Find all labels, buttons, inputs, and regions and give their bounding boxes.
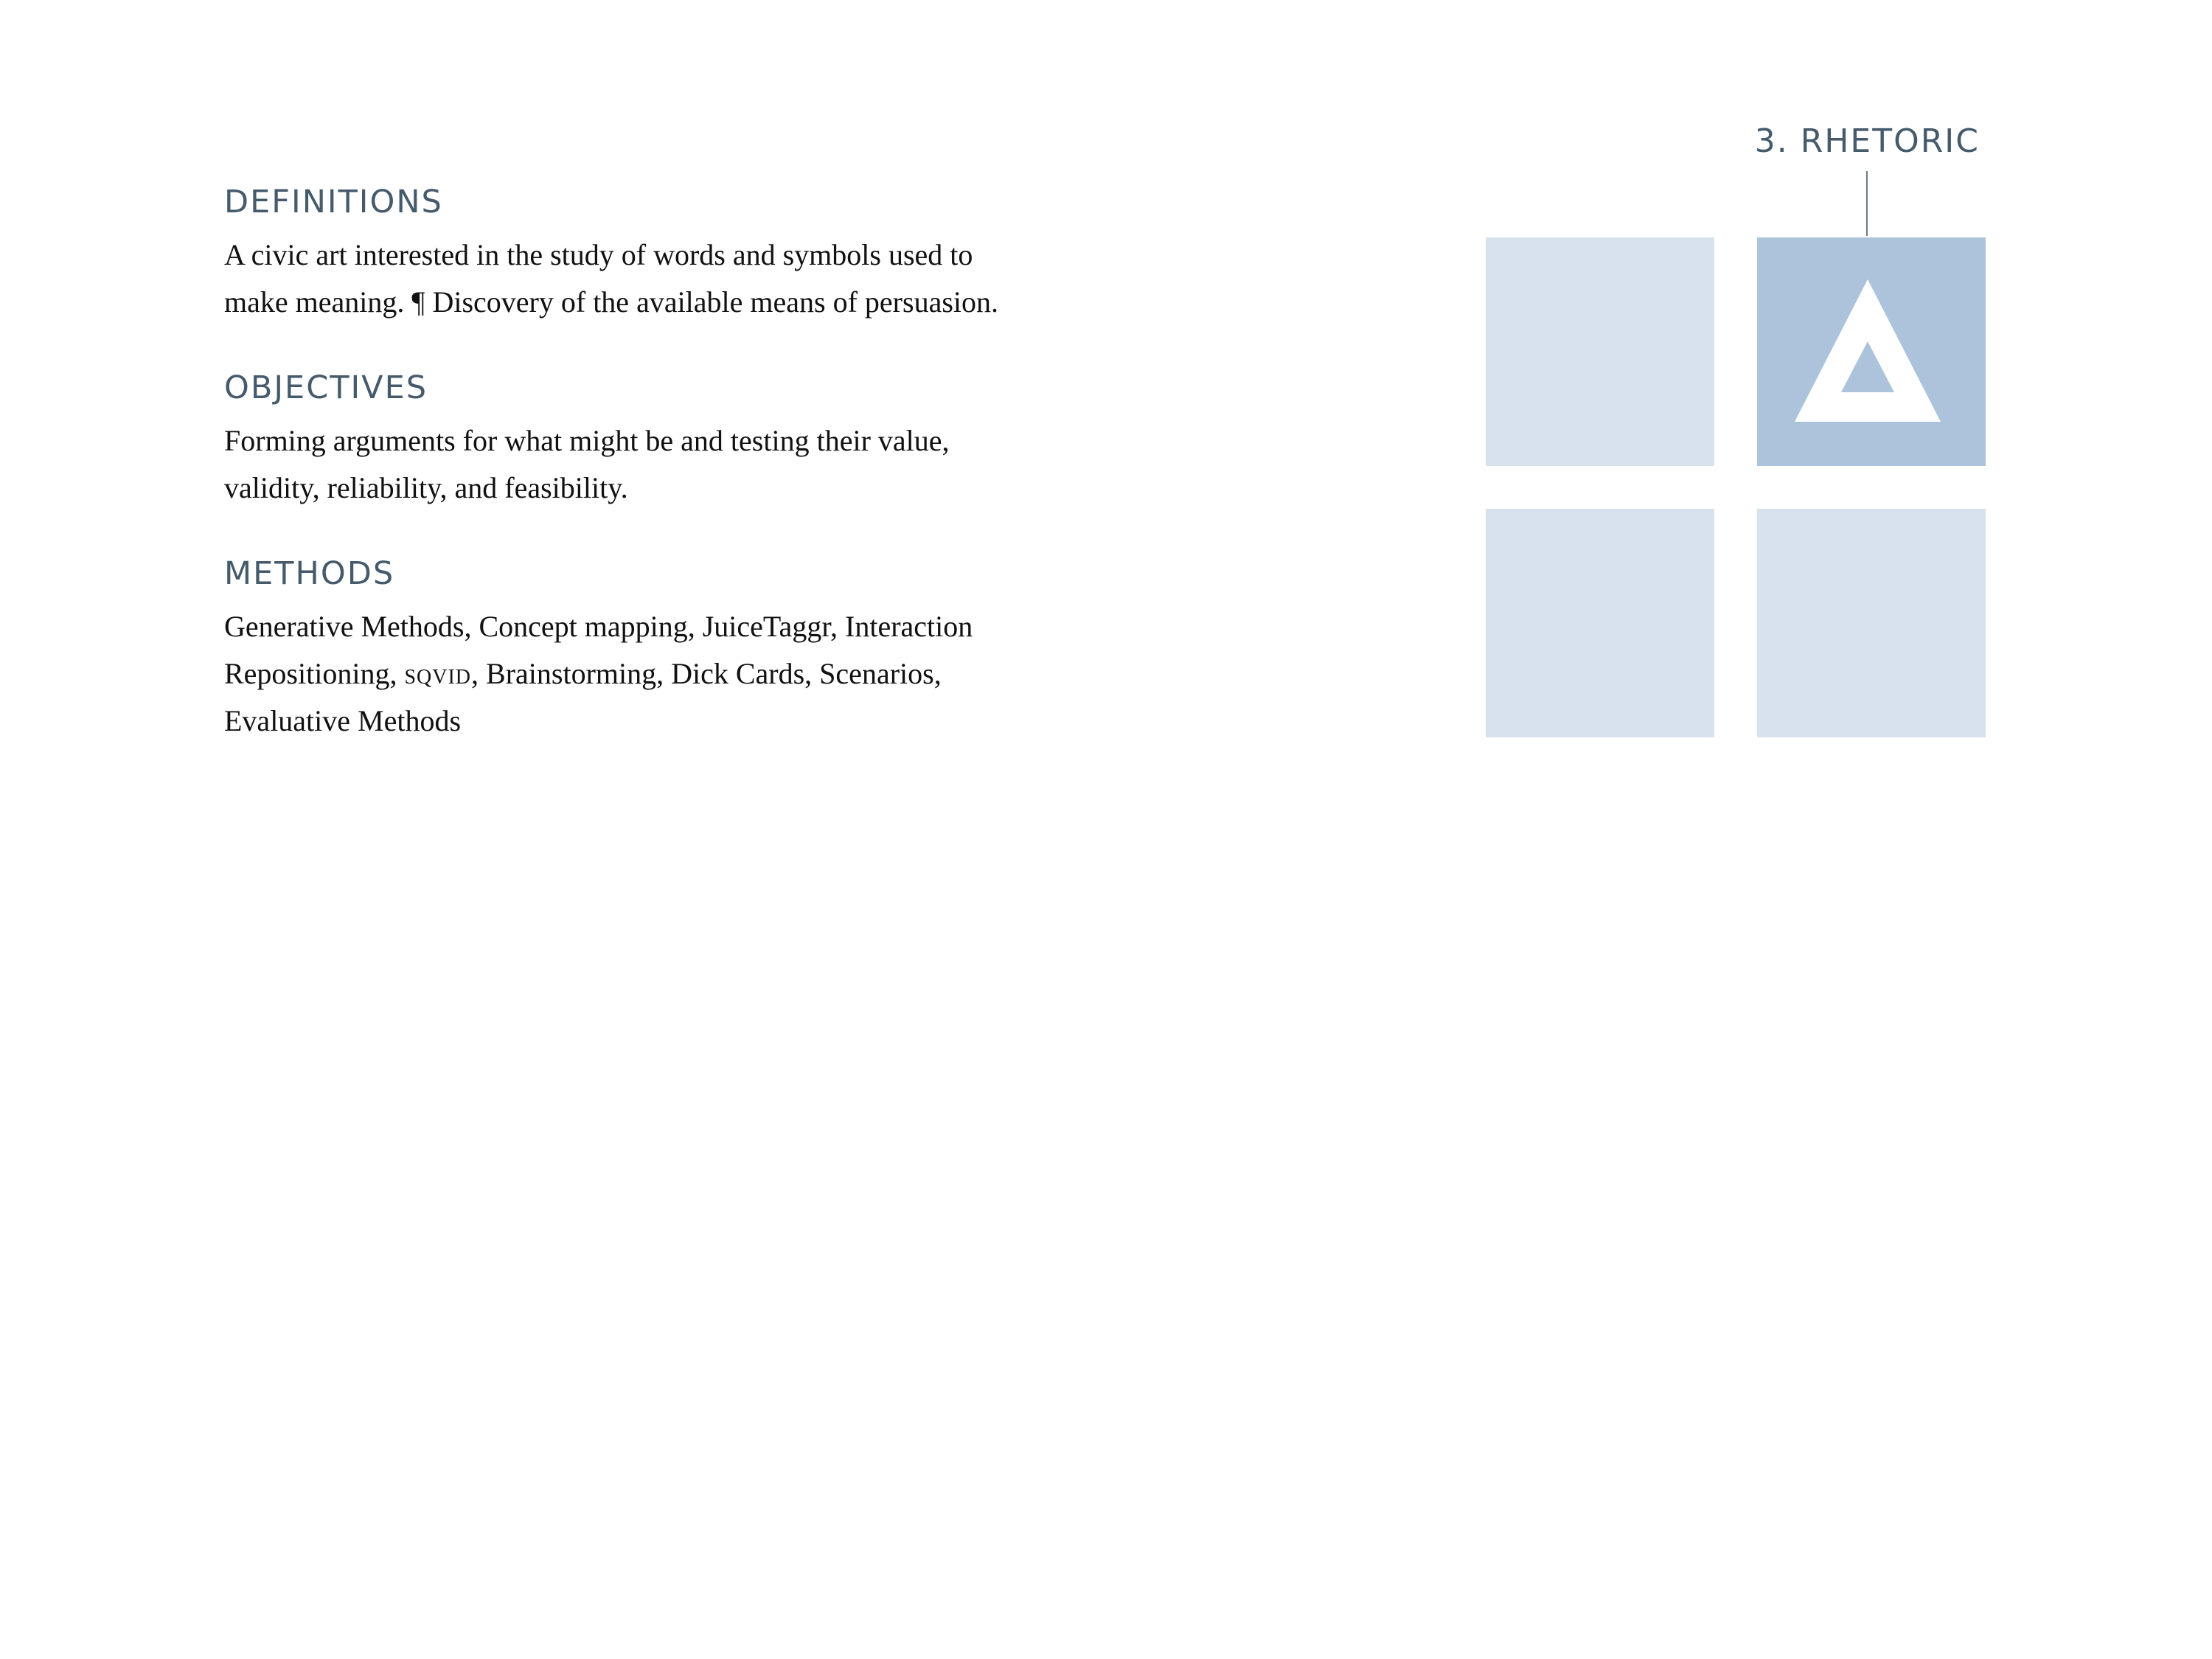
definitions-heading: DEFINITIONS: [224, 184, 443, 220]
methods-sqvid: sqvid: [404, 657, 472, 690]
objectives-line: Forming arguments for what might be and testing their value,: [224, 424, 950, 457]
tile-top-right: [1757, 237, 1986, 466]
text-column: [224, 180, 1109, 785]
methods-line: Evaluative Methods: [224, 704, 462, 737]
tile-bottom-right: [1757, 509, 1986, 737]
definitions-text: [224, 232, 1109, 326]
definitions-section: [224, 180, 1109, 326]
triangle-icon: [1757, 237, 1986, 466]
label-connector: [1866, 171, 1868, 236]
objectives-section: [224, 366, 1109, 512]
tile-top-left: [1486, 237, 1714, 466]
methods-line-post: , Brainstorming, Dick Cards, Scenarios,: [471, 657, 942, 690]
objectives-line: validity, reliability, and feasibility.: [224, 471, 628, 504]
section-label: 3. RHETORIC: [1754, 122, 1980, 160]
methods-section: [224, 552, 1109, 745]
methods-text: [224, 603, 1109, 745]
definitions-line: A civic art interested in the study of words and symbols used to: [224, 238, 973, 271]
methods-heading: METHODS: [224, 555, 395, 592]
tile-bottom-left: [1486, 509, 1714, 737]
methods-line: Generative Methods, Concept mapping, JuiceTaggr, Interaction: [224, 610, 973, 643]
objectives-text: [224, 417, 1109, 512]
methods-line-pre: Repositioning,: [224, 657, 405, 690]
definitions-line: make meaning. ¶ Discovery of the available means of persuasion.: [224, 285, 998, 319]
objectives-heading: OBJECTIVES: [224, 369, 428, 406]
